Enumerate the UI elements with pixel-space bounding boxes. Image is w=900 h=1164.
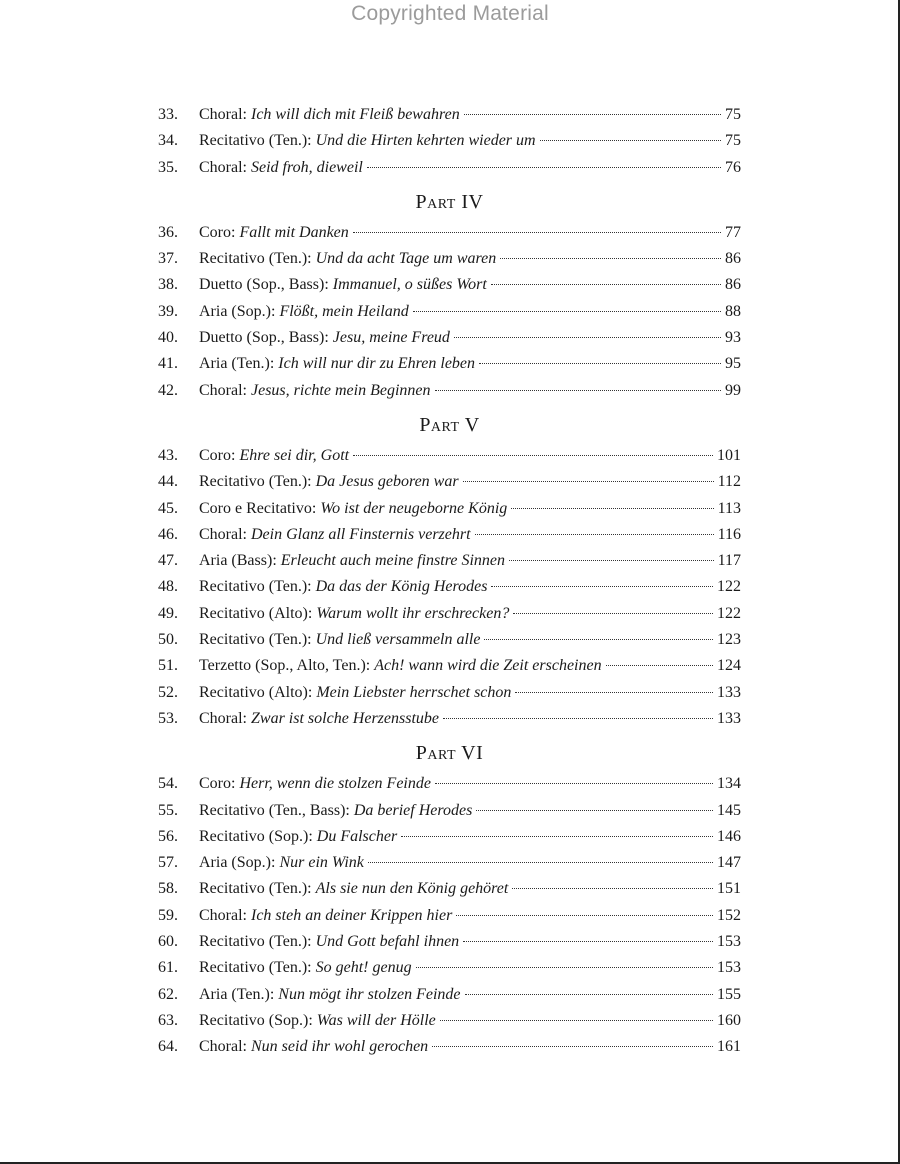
dot-leader [463, 941, 713, 942]
dot-leader [491, 586, 713, 587]
entry-number: 54. [158, 775, 178, 793]
dot-leader [606, 665, 713, 666]
entry-movement-type: Aria (Sop.): [199, 854, 276, 872]
dot-leader [463, 481, 714, 482]
entry-title: Wo ist der neugeborne König [320, 499, 508, 517]
entry-movement-type: Aria (Sop.): [199, 302, 276, 320]
toc-entry[interactable] [158, 1008, 741, 1034]
entry-title: Mein Liebster herrschet schon [316, 683, 512, 701]
entry-page-number: 153 [717, 933, 741, 951]
dot-leader [440, 1020, 713, 1021]
entry-number: 62. [158, 985, 178, 1003]
entry-page-number: 134 [717, 775, 741, 793]
toc-entry[interactable] [158, 299, 741, 325]
entry-movement-type: Recitativo (Ten.): [199, 959, 312, 977]
entry-page-number: 122 [717, 578, 741, 596]
entry-title: Flößt, mein Heiland [279, 302, 409, 320]
entry-title: Zwar ist solche Herzensstube [251, 709, 439, 727]
toc-entry[interactable] [158, 876, 741, 902]
entry-page-number: 147 [717, 854, 741, 872]
entry-title: Ich will dich mit Fleiß bewahren [251, 106, 460, 123]
entry-number: 61. [158, 959, 178, 977]
entry-page-number: 75 [725, 106, 741, 123]
part-heading [158, 188, 741, 217]
entry-title: Fallt mit Danken [239, 223, 349, 241]
entry-movement-type: Recitativo (Ten.): [199, 933, 312, 951]
dot-leader [509, 560, 714, 561]
dot-leader [353, 455, 713, 456]
entry-movement-type: Recitativo (Ten.): [199, 578, 312, 596]
entry-page-number: 122 [717, 604, 741, 622]
entry-page-number: 86 [725, 276, 741, 294]
toc-entry[interactable] [158, 272, 741, 298]
dot-leader [484, 639, 713, 640]
entry-number: 64. [158, 1038, 178, 1056]
entry-number: 34. [158, 132, 178, 150]
entry-movement-type: Choral: [199, 709, 247, 727]
toc-entry[interactable] [158, 128, 741, 154]
toc-entry[interactable] [158, 1034, 741, 1060]
entry-number: 63. [158, 1011, 178, 1029]
dot-leader [443, 718, 713, 719]
part-heading [158, 739, 741, 768]
dot-leader [475, 534, 714, 535]
toc-entry[interactable] [158, 522, 741, 548]
toc-entry[interactable] [158, 903, 741, 929]
entry-title: Ach! wann wird die Zeit erscheinen [374, 657, 602, 675]
entry-number: 57. [158, 854, 178, 872]
dot-leader [476, 810, 713, 811]
entry-page-number: 155 [717, 985, 741, 1003]
dot-leader [435, 783, 713, 784]
entry-page-number: 145 [717, 801, 741, 819]
entry-number: 43. [158, 446, 178, 464]
entry-number: 33. [158, 106, 178, 123]
toc-entry[interactable] [158, 850, 741, 876]
toc-entry[interactable] [158, 982, 741, 1008]
entry-movement-type: Recitativo (Ten.): [199, 631, 312, 649]
entry-page-number: 133 [717, 683, 741, 701]
dot-leader [435, 390, 722, 391]
entry-page-number: 160 [717, 1011, 741, 1029]
part-heading [158, 411, 741, 440]
entry-movement-type: Aria (Ten.): [199, 355, 275, 373]
entry-movement-type: Choral: [199, 1038, 247, 1056]
entry-movement-type: Choral: [199, 381, 247, 399]
toc-entry[interactable] [158, 443, 741, 469]
entry-page-number: 133 [717, 709, 741, 727]
entry-page-number: 124 [717, 657, 741, 675]
toc-entry[interactable] [158, 155, 741, 181]
entry-movement-type: Aria (Bass): [199, 552, 277, 570]
entry-movement-type: Coro e Recitativo: [199, 499, 317, 517]
entry-number: 38. [158, 276, 178, 294]
entry-page-number: 117 [717, 552, 741, 570]
entry-movement-type: Coro: [199, 446, 236, 464]
entry-movement-type: Coro: [199, 223, 236, 241]
entry-title: Und da acht Tage um waren [315, 250, 497, 268]
entry-movement-type: Choral: [199, 158, 247, 176]
entry-number: 37. [158, 250, 178, 268]
dot-leader [479, 363, 721, 364]
entry-page-number: 86 [725, 250, 741, 268]
dot-leader [515, 692, 713, 693]
dot-leader [464, 114, 721, 115]
entry-title: Was will der Hölle [316, 1011, 436, 1029]
table-of-contents [158, 102, 741, 1061]
toc-entry[interactable] [158, 102, 741, 128]
entry-title: Da berief Herodes [353, 801, 473, 819]
entry-number: 53. [158, 709, 178, 727]
entry-number: 41. [158, 355, 178, 373]
entry-page-number: 93 [725, 329, 741, 347]
entry-page-number: 161 [717, 1038, 741, 1056]
entry-number: 52. [158, 683, 178, 701]
entry-title: Und die Hirten kehrten wieder um [315, 132, 536, 150]
entry-title: Warum wollt ihr erschrecken? [316, 604, 510, 622]
dot-leader [353, 232, 721, 233]
toc-entry[interactable] [158, 601, 741, 627]
entry-page-number: 95 [725, 355, 741, 373]
entry-title: Du Falscher [316, 827, 398, 845]
entry-title: Ich steh an deiner Krippen hier [251, 906, 453, 924]
part-heading-label: Part VI [415, 742, 484, 765]
dot-leader [491, 284, 721, 285]
entry-movement-type: Choral: [199, 906, 247, 924]
entry-number: 51. [158, 657, 178, 675]
entry-number: 44. [158, 473, 178, 491]
entry-number: 36. [158, 223, 178, 241]
watermark: Copyrighted Material [351, 2, 549, 25]
entry-title: Und Gott befahl ihnen [315, 933, 460, 951]
dot-leader [401, 836, 713, 837]
entry-movement-type: Choral: [199, 106, 247, 123]
entry-number: 55. [158, 801, 178, 819]
entry-number: 56. [158, 827, 178, 845]
entry-number: 39. [158, 302, 178, 320]
dot-leader [456, 915, 713, 916]
entry-movement-type: Recitativo (Ten.): [199, 473, 312, 491]
entry-movement-type: Duetto (Sop., Bass): [199, 329, 329, 347]
dot-leader [540, 140, 721, 141]
toc-entry[interactable] [158, 824, 741, 850]
entry-number: 49. [158, 604, 178, 622]
toc-entry[interactable] [158, 351, 741, 377]
entry-page-number: 116 [717, 525, 741, 543]
dot-leader [413, 311, 721, 312]
entry-page-number: 101 [717, 446, 741, 464]
entry-title: Ehre sei dir, Gott [239, 446, 350, 464]
entry-page-number: 75 [725, 132, 741, 150]
entry-movement-type: Recitativo (Ten.): [199, 250, 312, 268]
entry-title: Nun mögt ihr stolzen Feinde [278, 985, 461, 1003]
entry-number: 42. [158, 381, 178, 399]
entry-number: 48. [158, 578, 178, 596]
dot-leader [367, 167, 721, 168]
entry-title: Jesus, richte mein Beginnen [251, 381, 431, 399]
entry-title: Da das der König Herodes [315, 578, 488, 596]
toc-entry[interactable] [158, 680, 741, 706]
entry-movement-type: Recitativo (Sop.): [199, 1011, 313, 1029]
toc-entry[interactable] [158, 955, 741, 981]
entry-page-number: 76 [725, 158, 741, 176]
entry-movement-type: Aria (Ten.): [199, 985, 275, 1003]
entry-movement-type: Duetto (Sop., Bass): [199, 276, 329, 294]
entry-movement-type: Recitativo (Ten.): [199, 880, 312, 898]
toc-entry[interactable] [158, 574, 741, 600]
entry-page-number: 153 [717, 959, 741, 977]
entry-title: Da Jesus geboren war [315, 473, 459, 491]
entry-title: Erleucht auch meine finstre Sinnen [280, 552, 506, 570]
dot-leader [511, 508, 713, 509]
entry-movement-type: Recitativo (Alto): [199, 604, 313, 622]
entry-page-number: 146 [717, 827, 741, 845]
toc-entry[interactable] [158, 548, 741, 574]
entry-page-number: 113 [717, 499, 741, 517]
entry-page-number: 112 [717, 473, 741, 491]
dot-leader [432, 1046, 713, 1047]
toc-entry[interactable] [158, 929, 741, 955]
entry-number: 60. [158, 933, 178, 951]
toc-entry[interactable] [158, 325, 741, 351]
entry-number: 45. [158, 499, 178, 517]
dot-leader [416, 967, 713, 968]
entry-page-number: 151 [717, 880, 741, 898]
part-heading-label: Part V [419, 413, 480, 436]
toc-entry[interactable] [158, 220, 741, 246]
entry-title: Nun seid ihr wohl gerochen [251, 1038, 429, 1056]
entry-title: Herr, wenn die stolzen Feinde [239, 775, 431, 793]
toc-entry[interactable] [158, 246, 741, 272]
entry-movement-type: Recitativo (Sop.): [199, 827, 313, 845]
entry-title: Dein Glanz all Finsternis verzehrt [251, 525, 471, 543]
entry-movement-type: Choral: [199, 525, 247, 543]
dot-leader [500, 258, 721, 259]
dot-leader [465, 994, 713, 995]
toc-entry[interactable] [158, 771, 741, 797]
entry-title: Ich will nur dir zu Ehren leben [278, 355, 476, 373]
entry-movement-type: Recitativo (Alto): [199, 683, 313, 701]
entry-number: 58. [158, 880, 178, 898]
dot-leader [454, 337, 721, 338]
dot-leader [368, 862, 713, 863]
entry-title: Immanuel, o süßes Wort [332, 276, 487, 294]
entry-page-number: 123 [717, 631, 741, 649]
dot-leader [513, 613, 713, 614]
entry-movement-type: Terzetto (Sop., Alto, Ten.): [199, 657, 371, 675]
toc-entry[interactable] [158, 469, 741, 495]
entry-page-number: 88 [725, 302, 741, 320]
entry-title: Seid froh, dieweil [251, 158, 363, 176]
toc-entry[interactable] [158, 706, 741, 732]
entry-page-number: 77 [725, 223, 741, 241]
toc-entry[interactable] [158, 378, 741, 404]
entry-title: Und ließ versammeln alle [315, 631, 481, 649]
toc-entry[interactable] [158, 496, 741, 522]
entry-page-number: 152 [717, 906, 741, 924]
entry-number: 47. [158, 552, 178, 570]
dot-leader [512, 888, 713, 889]
part-heading-label: Part IV [415, 190, 484, 213]
entry-number: 40. [158, 329, 178, 347]
entry-number: 46. [158, 525, 178, 543]
entry-title: So geht! genug [315, 959, 412, 977]
entry-title: Jesu, meine Freud [332, 329, 450, 347]
toc-entry[interactable] [158, 798, 741, 824]
entry-movement-type: Recitativo (Ten.): [199, 132, 312, 150]
entry-number: 35. [158, 158, 178, 176]
entry-title: Nur ein Wink [279, 854, 364, 872]
entry-number: 59. [158, 906, 178, 924]
entry-movement-type: Coro: [199, 775, 236, 793]
toc-entry[interactable] [158, 653, 741, 679]
entry-movement-type: Recitativo (Ten., Bass): [199, 801, 350, 819]
entry-number: 50. [158, 631, 178, 649]
entry-page-number: 99 [725, 381, 741, 399]
entry-title: Als sie nun den König gehöret [315, 880, 509, 898]
toc-entry[interactable] [158, 627, 741, 653]
